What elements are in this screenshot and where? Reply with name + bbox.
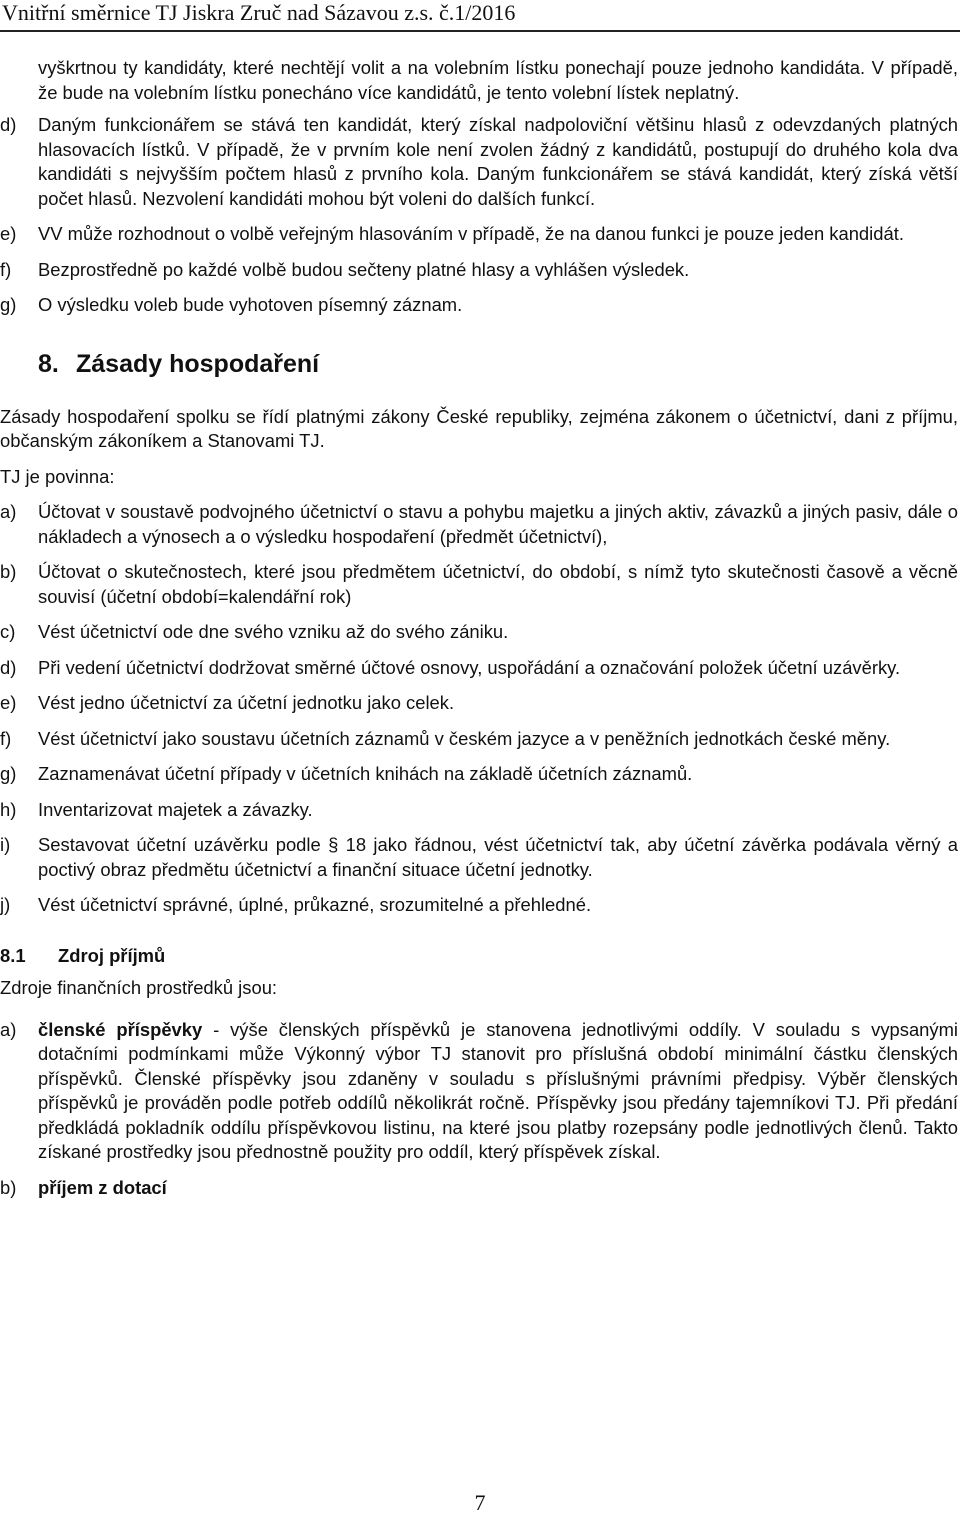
sources-lead: Zdroje finančních prostředků jsou: bbox=[0, 977, 278, 998]
list-item bbox=[0, 1176, 958, 1201]
list-item bbox=[0, 691, 958, 716]
page-header: Vnitřní směrnice TJ Jiskra Zruč nad Sázavou z.s. č.1/2016 bbox=[2, 0, 516, 25]
item-label: c) bbox=[0, 621, 16, 642]
subsection-title: Zdroj příjmů bbox=[58, 944, 166, 966]
item-label: f) bbox=[0, 258, 12, 280]
item-label: j) bbox=[0, 894, 11, 915]
list-item bbox=[0, 1018, 958, 1165]
list-item bbox=[0, 762, 958, 787]
item-text: Vést účetnictví správné, úplné, průkazné, srozumitelné a přehledné. bbox=[38, 894, 592, 915]
item-text: Daným funkcionářem se stává ten kandidát, který získal nadpoloviční většinu hlasů z odevzdaných platných hlasovacích lístků. V případě, že v prvním kole není zvolen žádný z kandidátů, postupují do druhého kola dva kandidáti s nejvyšším počtem hlasů z prvního kola. Daným funkcionářem se stává kandidát, který získá větší počet hlasů. Nezvolení kandidáti mohou být voleni do dalších funkcí. bbox=[38, 114, 958, 209]
item-label: g) bbox=[0, 763, 17, 784]
item-text: Inventarizovat majetek a závazky. bbox=[38, 798, 313, 820]
item-text: Účtovat o skutečnostech, které jsou předmětem účetnictví, do období, s nímž tyto skutečnosti časově a věcně souvisí (účetní období=kalendářní rok) bbox=[38, 561, 958, 607]
item-label: g) bbox=[0, 294, 17, 315]
item-label: e) bbox=[0, 692, 17, 713]
list-item bbox=[0, 113, 958, 211]
item-label: b) bbox=[0, 561, 17, 582]
item-label: f) bbox=[0, 727, 12, 749]
subsection-heading bbox=[0, 944, 958, 969]
list-item bbox=[0, 798, 958, 823]
page-number: 7 bbox=[474, 1490, 486, 1515]
page-content bbox=[0, 56, 958, 1211]
list-item bbox=[0, 258, 958, 283]
section-intro: Zásady hospodaření spolku se řídí platnými zákony České republiky, zejména zákonem o účetnictví, dani z příjmu, občanským zákoníkem a Stanovami TJ. bbox=[0, 405, 958, 451]
list-item bbox=[0, 727, 958, 752]
item-text: Účtovat v soustavě podvojného účetnictví o stavu a pohybu majetku a jiných aktiv, závazků a jiných pasiv, dále o nákladech a výnosech a o výsledku hospodaření (předmět účetnictví), bbox=[38, 501, 958, 547]
item-text: Vést jedno účetnictví za účetní jednotku jako celek. bbox=[38, 692, 455, 713]
list-item bbox=[0, 500, 958, 549]
list-item bbox=[0, 620, 958, 645]
list-item bbox=[0, 656, 958, 681]
section-title: Zásady hospodaření bbox=[76, 349, 320, 378]
item-bold-term: členské příspěvky bbox=[38, 1018, 203, 1040]
item-text: O výsledku voleb bude vyhotoven písemný záznam. bbox=[38, 294, 463, 315]
item-label: i) bbox=[0, 834, 11, 855]
list-item bbox=[0, 222, 958, 247]
header-rule bbox=[0, 30, 960, 32]
list-item bbox=[0, 833, 958, 882]
item-label: a) bbox=[0, 1018, 17, 1040]
duty-lead: TJ je povinna: bbox=[0, 465, 115, 487]
list-item bbox=[0, 893, 958, 918]
item-text: Bezprostředně po každé volbě budou sečteny platné hlasy a vyhlášen výsledek. bbox=[38, 258, 690, 280]
item-text: Vést účetnictví jako soustavu účetních záznamů v českém jazyce a v peněžních jednotkách české měny. bbox=[38, 727, 891, 749]
section-number: 8. bbox=[38, 349, 59, 378]
item-text: VV může rozhodnout o volbě veřejným hlasováním v případě, že na danou funkci je pouze jeden kandidát. bbox=[38, 223, 904, 244]
item-label: a) bbox=[0, 501, 17, 522]
item-rest: - výše členských příspěvků je stanovena jednotlivými oddíly. V souladu s vypsanými dotačními podmínkami může Výkonný výbor TJ stanovit pro příslušná období minimální částku členských příspěvků. Členské příspěvky jsou zdaněny v souladu s příslušnými právními předpisy. Výběr členských příspěvků je prováděn podle potřeb oddílů několikrát ročně. Příspěvky jsou předány tajemníkovi TJ. Při předání předkládá pokladník oddílu příspěvkovou listinu, na které jsou platby rozepsány podle jednotlivých členů. Takto získané prostředky jsou přednostně použity pro oddíl, který příspěvek získal. bbox=[38, 1018, 958, 1162]
item-text bbox=[38, 1018, 958, 1165]
item-text: Sestavovat účetní uzávěrku podle § 18 jako řádnou, vést účetnictví tak, aby účetní závěrka podávala věrný a poctivý obraz předmětu účetnictví a finanční situace účetní jednotky. bbox=[38, 834, 958, 880]
item-text: Vést účetnictví ode dne svého vzniku až do svého zániku. bbox=[38, 621, 509, 642]
section-heading bbox=[38, 349, 958, 379]
item-label: h) bbox=[0, 798, 17, 820]
list-item bbox=[0, 293, 958, 318]
item-bold-term: příjem z dotací bbox=[38, 1176, 167, 1198]
item-text: Při vedení účetnictví dodržovat směrné účtové osnovy, uspořádání a označování položek účetní uzávěrky. bbox=[38, 656, 901, 678]
list-item bbox=[0, 560, 958, 609]
item-label: d) bbox=[0, 114, 17, 135]
subsection-number: 8.1 bbox=[0, 944, 26, 966]
item-label: b) bbox=[0, 1176, 17, 1198]
item-label: e) bbox=[0, 223, 17, 244]
intro-paragraph: vyškrtnou ty kandidáty, které nechtějí volit a na volebním lístku ponechají pouze jednoho kandidáta. V případě, že bude na volebním lístku ponecháno více kandidátů, je tento volební lístek neplatný. bbox=[38, 57, 958, 103]
item-label: d) bbox=[0, 656, 17, 678]
item-text bbox=[38, 1176, 958, 1201]
item-text: Zaznamenávat účetní případy v účetních knihách na základě účetních záznamů. bbox=[38, 763, 693, 784]
